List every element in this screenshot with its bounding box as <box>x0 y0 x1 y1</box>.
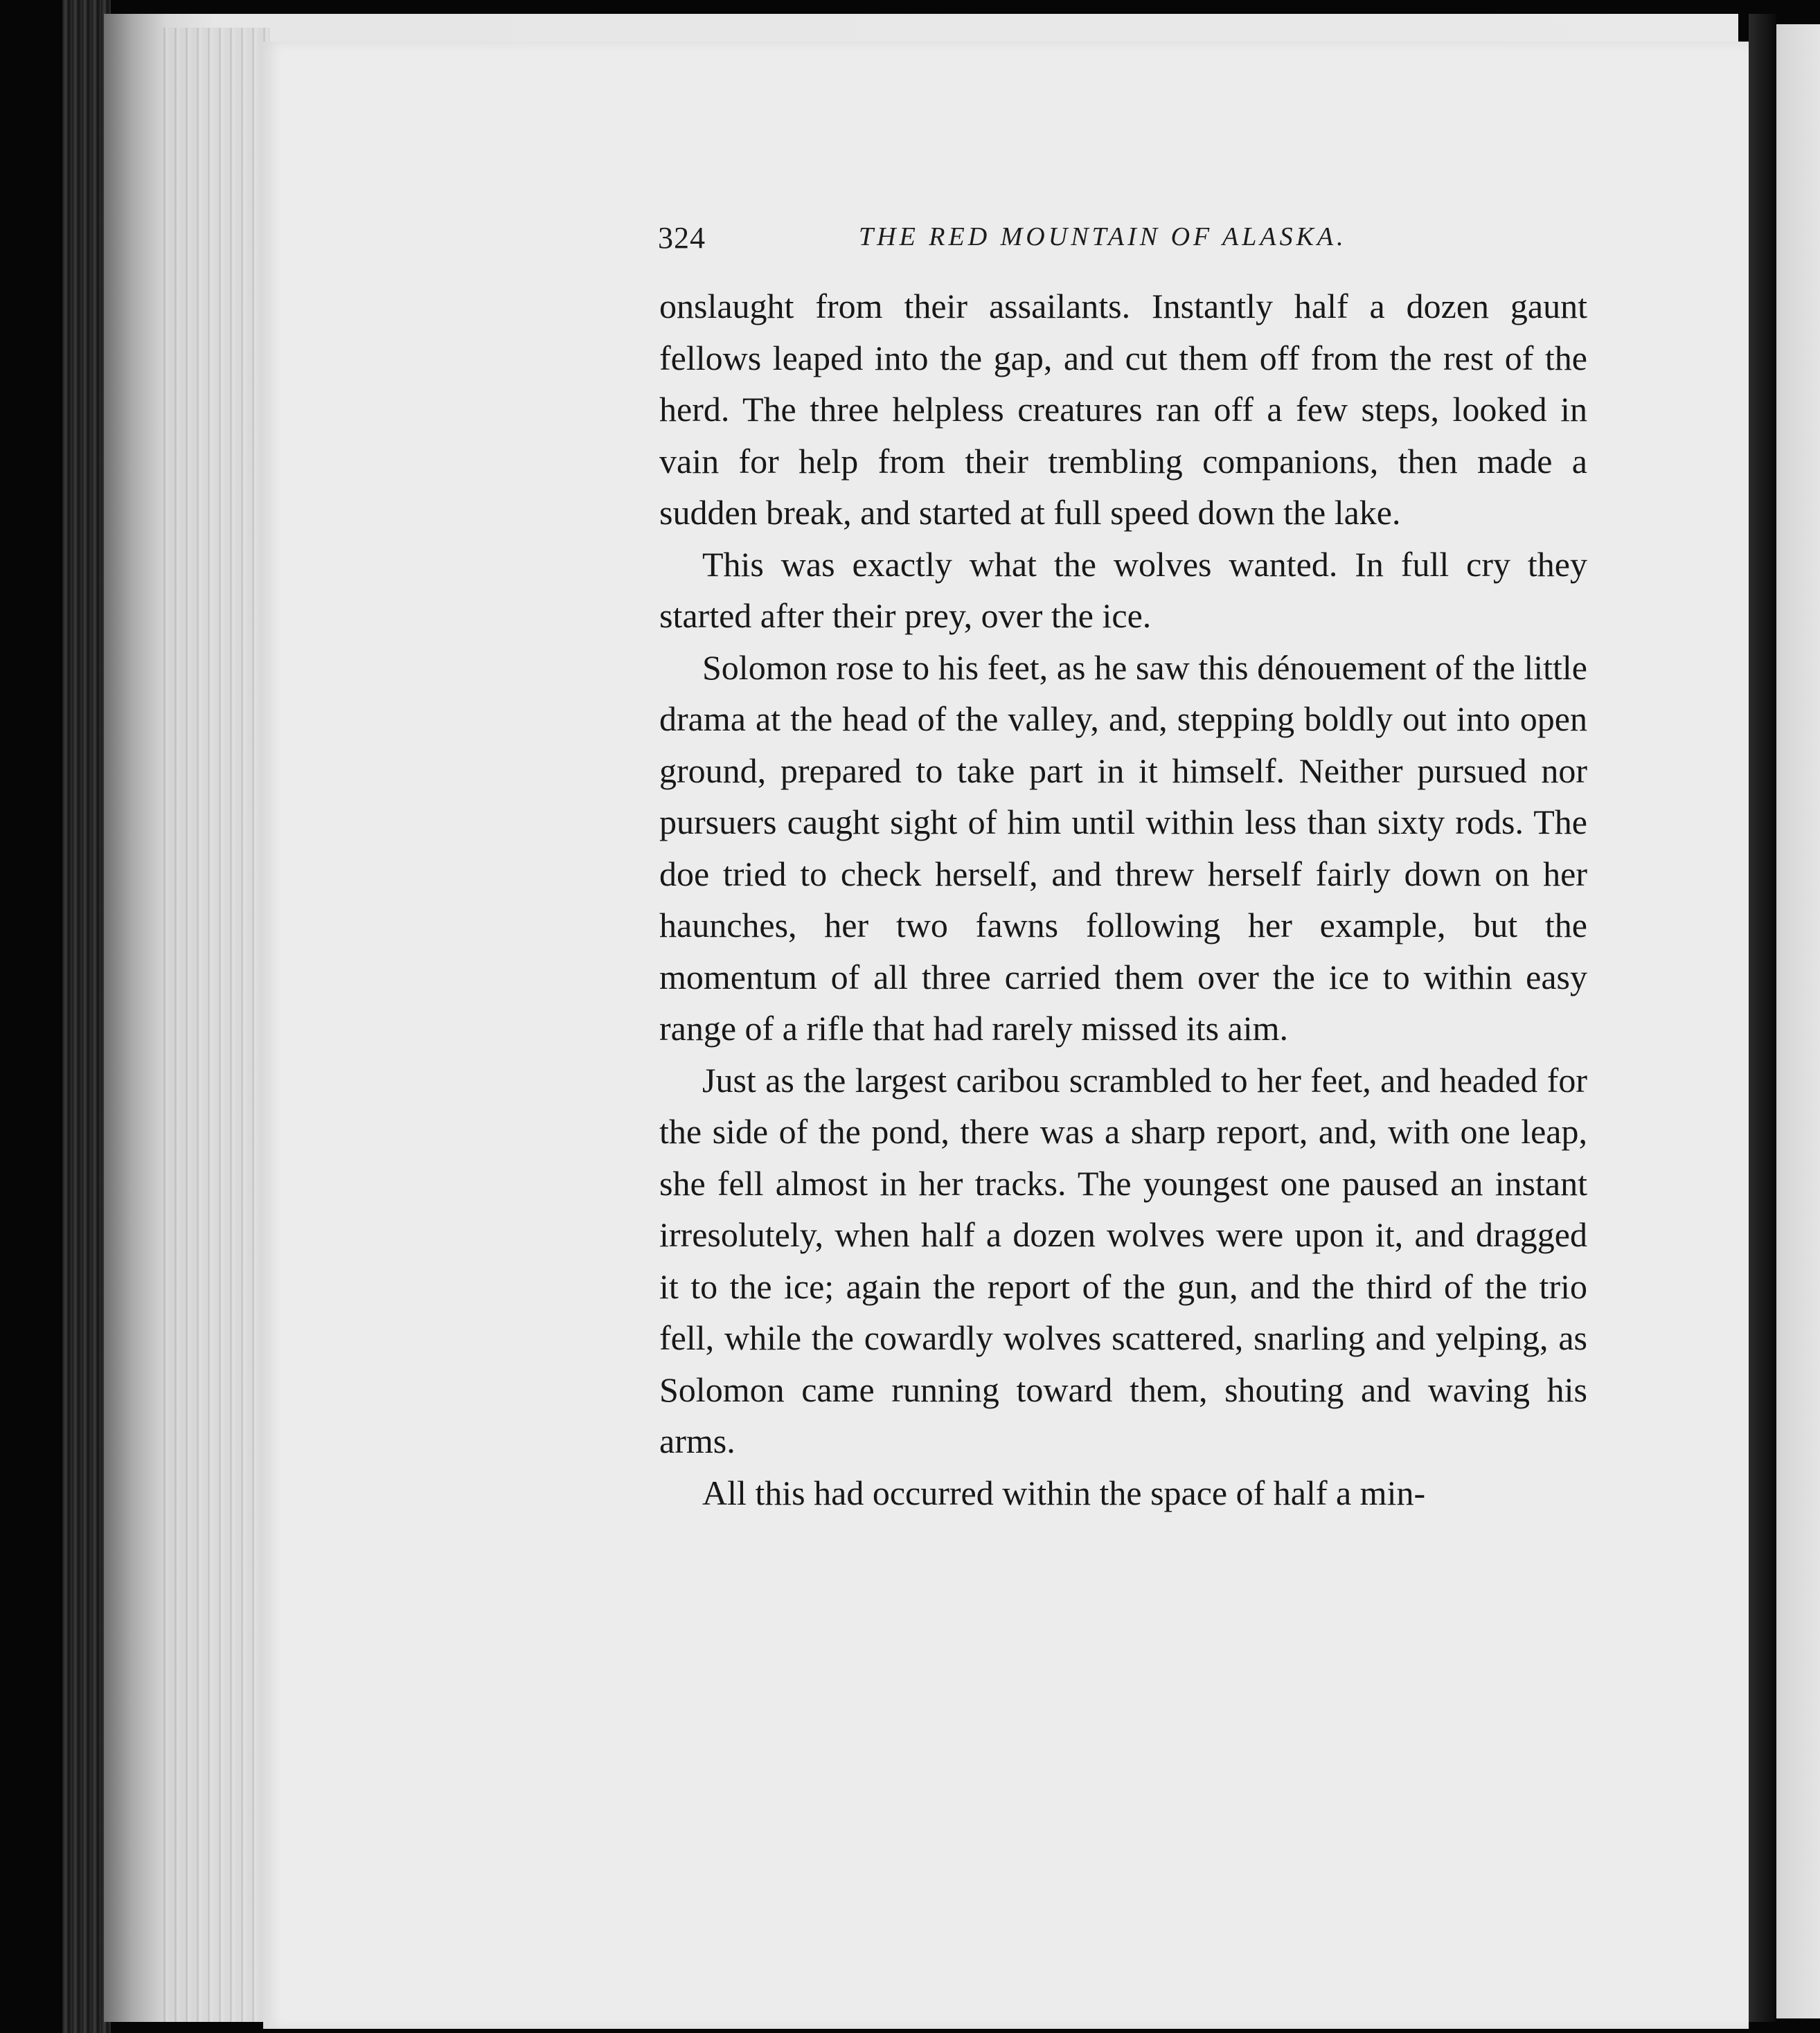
paragraph: Just as the largest caribou scrambled to her feet, and headed for the side of the pond, there was a sharp report, and, with one leap, she fell almost in her tracks. The youngest one paused an instant irresolutely, when half a dozen wolves were upon it, and dragged it to the ice; again the report of the gun, and the third of the trio fell, while the cowardly wolves scattered, snarling and yelping, as Solomon came running toward them, shouting and waving his arms. <box>659 1060 1587 1460</box>
page-gutter-shadow <box>1749 14 1776 2022</box>
paragraph: onslaught from their assailants. Instantly half a dozen gaunt fellows leaped into the gap, and cut them off from the rest of the herd. The three helpless creatures ran off a few steps, looked in vain for help from their trembling companions, then made a sudden break, and started at full speed down the lake. <box>659 287 1587 532</box>
page-header <box>658 220 1593 262</box>
paragraph: Solomon rose to his feet, as he saw this dénouement of the little drama at the head of the valley, and, stepping boldly out into open ground, prepared to take part in it himself. Neither pursued nor pursuers caught sight of him until within less than sixty rods. The doe tried to check herself, and threw herself fairly down on her haunches, her two fawns following her example, but the momentum of all three carried them over the ice to within easy range of a rifle that had rarely missed its aim. <box>659 647 1587 1048</box>
page-number: 324 <box>658 221 706 255</box>
running-head: THE RED MOUNTAIN OF ALASKA. <box>859 222 1347 251</box>
facing-page-edge <box>1776 24 1820 2018</box>
paragraph: All this had occurred within the space of half a min- <box>702 1473 1426 1512</box>
page-body <box>659 280 1587 1519</box>
page-edges <box>159 28 270 2022</box>
paragraph: This was exactly what the wolves wanted. In full cry they started after their prey, over the ice. <box>659 544 1587 635</box>
